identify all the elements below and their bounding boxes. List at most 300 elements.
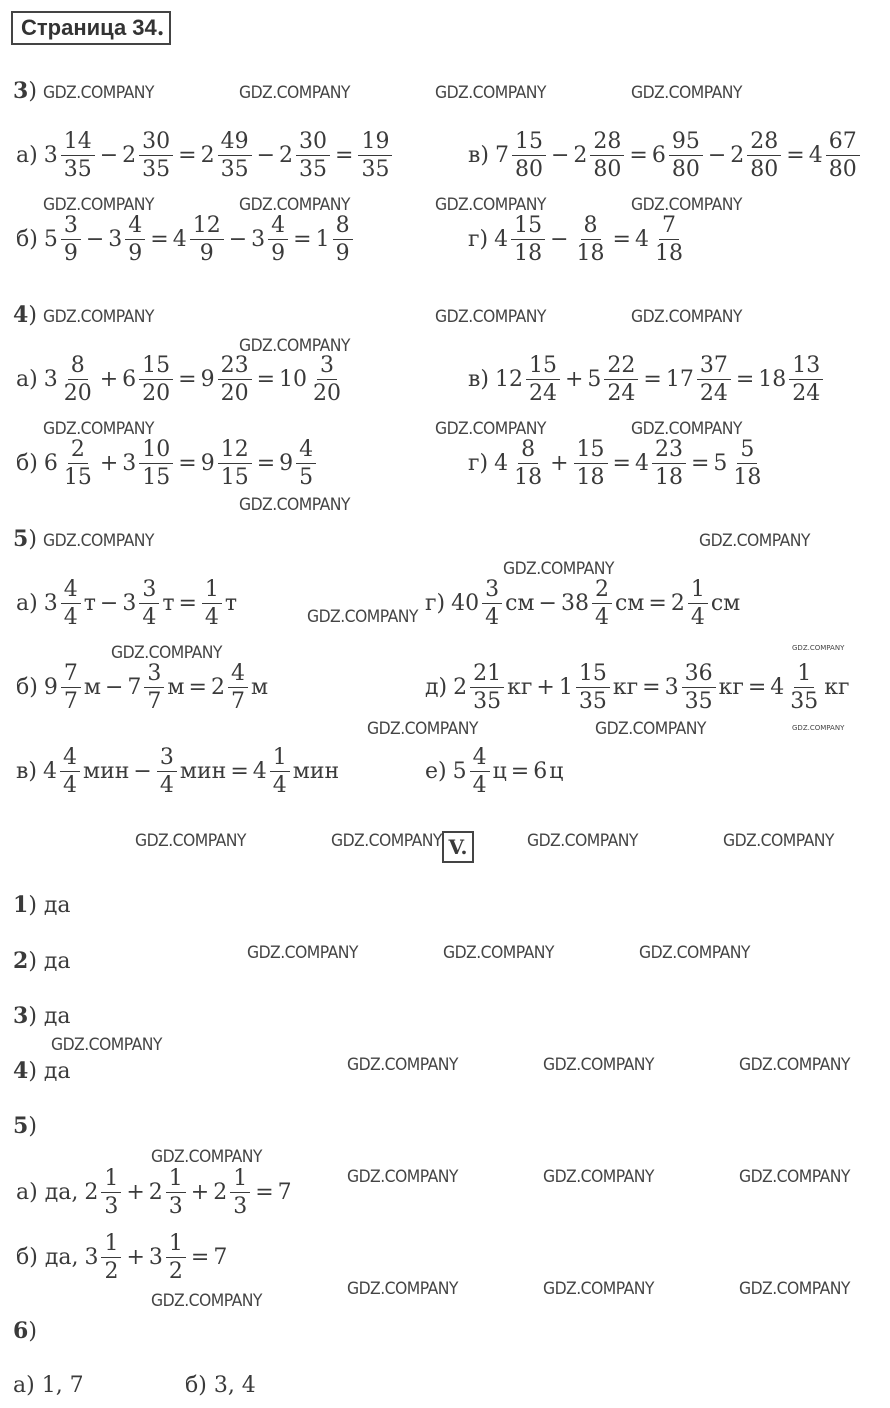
whole-number: 4 <box>42 758 57 784</box>
fraction-denominator: 7 <box>63 689 78 715</box>
watermark: GDZ.COMPANY <box>151 1147 262 1167</box>
fraction-numerator: 1 <box>230 1167 250 1193</box>
fraction-numerator: 4 <box>60 746 80 772</box>
math-operator: = <box>643 366 662 392</box>
fraction <box>590 130 624 181</box>
whole-number: 9 <box>200 366 215 392</box>
fraction <box>576 662 610 713</box>
whole-number: 9 <box>279 450 294 476</box>
math-operator: − <box>538 590 557 616</box>
math-operator: + <box>190 1179 210 1205</box>
answer-6a: а) 1, 7 <box>13 1373 84 1398</box>
fraction <box>101 1232 121 1283</box>
whole-number: 2 <box>279 142 294 168</box>
watermark: GDZ.COMPANY <box>135 831 246 851</box>
fraction <box>218 130 252 181</box>
fraction <box>139 130 173 181</box>
item-label: г) <box>425 590 446 616</box>
fraction-numerator: 12 <box>190 214 224 240</box>
whole-number: 38 <box>560 590 589 616</box>
math-operator: + <box>126 1179 145 1205</box>
fraction <box>144 662 164 713</box>
whole-number: 2 <box>670 590 685 616</box>
watermark: GDZ.COMPANY <box>239 195 350 215</box>
math-operator: − <box>99 142 119 168</box>
fraction-numerator: 4 <box>228 662 248 688</box>
fraction-numerator: 22 <box>604 354 638 380</box>
section-number: 4 <box>13 302 29 328</box>
fraction-denominator: 4 <box>159 773 174 799</box>
watermark: GDZ.COMPANY <box>331 831 442 851</box>
fraction <box>574 438 608 489</box>
whole-number: 6 <box>43 450 58 476</box>
exercise-3v <box>465 130 862 181</box>
math-operator: − <box>133 758 152 784</box>
unit-label: кг <box>507 674 533 700</box>
whole-number: 2 <box>730 142 745 168</box>
whole-number: 3 <box>43 366 58 392</box>
math-operator: − <box>228 226 248 252</box>
fraction-numerator: 3 <box>139 578 159 604</box>
whole-number: 4 <box>172 226 187 252</box>
fraction <box>61 214 81 265</box>
fraction-denominator: 80 <box>671 157 700 183</box>
whole-number: 2 <box>213 1179 228 1205</box>
math-operator: − <box>707 142 727 168</box>
whole-number: 1 <box>558 674 573 700</box>
watermark: GDZ.COMPANY <box>503 559 614 579</box>
whole-number: 18 <box>758 366 787 392</box>
unit-label: см <box>505 590 535 616</box>
fraction-numerator: 21 <box>470 662 504 688</box>
fraction <box>682 662 716 713</box>
whole-number: 4 <box>634 226 649 252</box>
watermark: GDZ.COMPANY <box>307 607 418 627</box>
whole-number: 40 <box>451 590 480 616</box>
fraction-numerator: 7 <box>659 214 679 240</box>
fraction <box>511 214 545 265</box>
answer-text: ) да <box>28 1059 71 1084</box>
fraction <box>61 130 95 181</box>
fraction-numerator: 1 <box>101 1167 121 1193</box>
fraction <box>470 662 504 713</box>
fraction-denominator: 15 <box>63 465 92 491</box>
fraction <box>61 438 95 489</box>
fraction <box>139 438 173 489</box>
unit-label: кг <box>824 674 850 700</box>
watermark: GDZ.COMPANY <box>43 419 154 439</box>
math-operator: = <box>178 590 197 616</box>
fraction-denominator: 4 <box>690 605 705 631</box>
fraction-numerator: 7 <box>61 662 81 688</box>
math-operator: = <box>747 674 767 700</box>
fraction <box>787 662 821 713</box>
fraction-numerator: 67 <box>826 130 860 156</box>
item-label: а) да, <box>16 1179 79 1205</box>
fraction <box>789 354 823 405</box>
fraction <box>228 662 248 713</box>
fraction <box>574 214 608 265</box>
whole-number: 9 <box>43 674 58 700</box>
fraction-denominator: 80 <box>593 157 622 183</box>
watermark: GDZ.COMPANY <box>543 1167 654 1187</box>
fraction-numerator: 2 <box>68 438 88 464</box>
watermark: GDZ.COMPANY <box>347 1055 458 1075</box>
fraction-denominator: 18 <box>514 465 543 491</box>
unit-label: т <box>224 590 238 616</box>
whole-number: 3 <box>251 226 266 252</box>
fraction <box>511 438 545 489</box>
fraction <box>190 214 224 265</box>
watermark: GDZ.COMPANY <box>631 83 742 103</box>
fraction-numerator: 1 <box>202 578 222 604</box>
fraction-numerator: 8 <box>333 214 353 240</box>
whole-number: 2 <box>210 674 225 700</box>
watermark: GDZ.COMPANY <box>239 83 350 103</box>
fraction-numerator: 3 <box>144 662 164 688</box>
fraction <box>826 130 860 181</box>
fraction-denominator: 7 <box>230 689 245 715</box>
fraction-numerator: 30 <box>139 130 173 156</box>
page-title <box>11 11 171 45</box>
fraction <box>652 438 686 489</box>
fraction <box>101 1167 121 1218</box>
fraction-numerator: 23 <box>218 354 252 380</box>
fraction-numerator: 15 <box>574 438 608 464</box>
watermark: GDZ.COMPANY <box>151 1291 262 1311</box>
fraction-denominator: 18 <box>576 465 605 491</box>
watermark: GDZ.COMPANY <box>792 724 845 732</box>
watermark: GDZ.COMPANY <box>239 336 350 356</box>
exercise-5d <box>422 662 851 713</box>
item-label: д) <box>425 674 448 700</box>
answer-text: ) <box>28 1319 37 1344</box>
fraction-numerator: 49 <box>218 130 252 156</box>
math-operator: = <box>256 450 276 476</box>
section-paren: ) <box>28 79 37 104</box>
fraction-denominator: 35 <box>790 689 819 715</box>
watermark: GDZ.COMPANY <box>543 1279 654 1299</box>
whole-number: 3 <box>84 1244 99 1270</box>
watermark: GDZ.COMPANY <box>239 495 350 515</box>
math-operator: = <box>255 1179 274 1205</box>
fraction-denominator: 9 <box>128 241 143 267</box>
fraction-numerator: 1 <box>166 1232 186 1258</box>
watermark: GDZ.COMPANY <box>247 943 358 963</box>
section-3-header <box>13 78 37 104</box>
fraction-denominator: 80 <box>514 157 543 183</box>
fraction-numerator: 15 <box>526 354 560 380</box>
fraction-denominator: 7 <box>147 689 162 715</box>
exercise-3a <box>13 130 394 181</box>
fraction <box>688 578 708 629</box>
math-operator: = <box>230 758 249 784</box>
answer-5 <box>13 1113 37 1139</box>
answer-number: 6 <box>13 1318 29 1344</box>
item-label: а) <box>16 590 38 616</box>
exercise-3g <box>465 214 688 265</box>
math-operator: = <box>256 366 276 392</box>
fraction-denominator: 9 <box>271 241 286 267</box>
whole-number: 7 <box>277 1179 292 1205</box>
fraction-numerator: 8 <box>518 438 538 464</box>
whole-number: 4 <box>494 226 509 252</box>
watermark: GDZ.COMPANY <box>631 307 742 327</box>
fraction-numerator: 1 <box>270 746 290 772</box>
math-operator: + <box>564 366 584 392</box>
math-operator: − <box>550 142 570 168</box>
fraction-denominator: 18 <box>654 241 683 267</box>
fraction <box>139 578 159 629</box>
whole-number: 3 <box>122 450 137 476</box>
fraction-numerator: 1 <box>101 1232 121 1258</box>
fraction-denominator: 9 <box>63 241 78 267</box>
fraction-numerator: 1 <box>166 1167 186 1193</box>
fraction-denominator: 18 <box>514 241 543 267</box>
page-title-text: Страница 34 <box>21 15 157 40</box>
fraction <box>60 746 80 797</box>
watermark: GDZ.COMPANY <box>631 419 742 439</box>
whole-number: 2 <box>573 142 588 168</box>
fraction-denominator: 20 <box>63 381 92 407</box>
fraction-numerator: 12 <box>218 438 252 464</box>
item-label: б) да, <box>16 1244 79 1270</box>
fraction-denominator: 24 <box>607 381 636 407</box>
fraction-numerator: 1 <box>688 578 708 604</box>
exercise-4a <box>13 354 346 405</box>
section-paren: ) <box>28 527 37 552</box>
whole-number: 7 <box>213 1244 228 1270</box>
fraction <box>139 354 173 405</box>
math-operator: − <box>550 226 569 252</box>
math-operator: = <box>335 142 354 168</box>
whole-number: 5 <box>43 226 58 252</box>
fraction <box>730 438 764 489</box>
fraction-denominator: 35 <box>361 157 390 183</box>
fraction-denominator: 3 <box>233 1194 248 1220</box>
math-operator: − <box>256 142 276 168</box>
fraction <box>470 746 490 797</box>
item-label: г) <box>468 450 489 476</box>
watermark: GDZ.COMPANY <box>51 1035 162 1055</box>
fraction-denominator: 20 <box>313 381 342 407</box>
fraction <box>669 130 703 181</box>
answer-6b: б) 3, 4 <box>185 1373 256 1398</box>
answer-number: 1 <box>13 892 29 918</box>
fraction-denominator: 9 <box>199 241 214 267</box>
math-operator: = <box>629 142 648 168</box>
fraction <box>512 130 546 181</box>
fraction-denominator: 15 <box>142 465 171 491</box>
section-number: 5 <box>13 526 29 552</box>
math-operator: = <box>178 450 197 476</box>
exercise-4v <box>465 354 825 405</box>
watermark: GDZ.COMPANY <box>43 307 154 327</box>
fraction-denominator: 2 <box>104 1259 119 1285</box>
fraction <box>125 214 145 265</box>
fraction-denominator: 35 <box>684 689 713 715</box>
fraction-denominator: 80 <box>750 157 779 183</box>
fraction-denominator: 4 <box>62 773 77 799</box>
fraction-numerator: 4 <box>125 214 145 240</box>
whole-number: 3 <box>43 142 58 168</box>
unit-label: кг <box>612 674 639 700</box>
watermark: GDZ.COMPANY <box>347 1167 458 1187</box>
watermark: GDZ.COMPANY <box>739 1055 850 1075</box>
watermark: GDZ.COMPANY <box>43 195 154 215</box>
whole-number: 6 <box>122 366 137 392</box>
answer-number: 3 <box>13 1003 29 1029</box>
exercise-5e <box>422 746 564 797</box>
math-operator: = <box>190 1244 210 1270</box>
page-title-dot: . <box>156 15 165 41</box>
watermark: GDZ.COMPANY <box>723 831 834 851</box>
section-number: 3 <box>13 78 29 104</box>
fraction-denominator: 24 <box>699 381 728 407</box>
fraction-denominator: 35 <box>299 157 328 183</box>
part-v-badge: V. <box>442 831 474 863</box>
math-operator: = <box>690 450 710 476</box>
whole-number: 3 <box>148 1244 163 1270</box>
watermark: GDZ.COMPANY <box>595 719 706 739</box>
fraction-numerator: 28 <box>747 130 781 156</box>
whole-number: 10 <box>279 366 308 392</box>
answer-text: ) да <box>28 949 71 974</box>
fraction <box>358 130 392 181</box>
math-operator: = <box>612 226 631 252</box>
answer-text: ) да <box>28 1004 71 1029</box>
whole-number: 17 <box>665 366 694 392</box>
unit-label: кг <box>718 674 744 700</box>
watermark: GDZ.COMPANY <box>367 719 478 739</box>
watermark: GDZ.COMPANY <box>443 943 554 963</box>
fraction-numerator: 15 <box>512 130 546 156</box>
watermark: GDZ.COMPANY <box>527 831 638 851</box>
whole-number: 6 <box>651 142 666 168</box>
unit-label: см <box>614 590 645 616</box>
fraction-denominator: 24 <box>528 381 557 407</box>
whole-number: 3 <box>108 226 123 252</box>
fraction-numerator: 3 <box>482 578 502 604</box>
watermark: GDZ.COMPANY <box>435 83 546 103</box>
fraction-denominator: 35 <box>220 157 249 183</box>
whole-number: 3 <box>43 590 58 616</box>
item-label: б) <box>16 450 38 476</box>
math-operator: = <box>178 142 197 168</box>
unit-label: т <box>162 590 175 616</box>
item-label: е) <box>425 758 447 784</box>
item-label: а) <box>16 142 38 168</box>
whole-number: 2 <box>200 142 215 168</box>
watermark: GDZ.COMPANY <box>347 1279 458 1299</box>
fraction-denominator: 3 <box>168 1194 183 1220</box>
answer-3 <box>13 1003 71 1029</box>
fraction <box>296 438 316 489</box>
watermark: GDZ.COMPANY <box>792 644 845 652</box>
math-operator: − <box>99 590 119 616</box>
math-operator: = <box>786 142 805 168</box>
whole-number: 3 <box>664 674 679 700</box>
whole-number: 5 <box>452 758 467 784</box>
item-label: б) <box>16 226 38 252</box>
fraction-denominator: 20 <box>142 381 171 407</box>
fraction-denominator: 24 <box>792 381 821 407</box>
fraction-numerator: 3 <box>317 354 337 380</box>
unit-label: ц <box>549 758 564 784</box>
fraction-numerator: 3 <box>157 746 177 772</box>
fraction-numerator: 5 <box>737 438 757 464</box>
fraction-numerator: 15 <box>511 214 545 240</box>
fraction <box>61 354 95 405</box>
fraction-denominator: 4 <box>472 773 487 799</box>
whole-number: 4 <box>808 142 823 168</box>
math-operator: = <box>150 226 169 252</box>
fraction-denominator: 18 <box>654 465 683 491</box>
unit-label: мин <box>82 758 130 784</box>
fraction-numerator: 36 <box>682 662 716 688</box>
fraction-numerator: 28 <box>590 130 624 156</box>
watermark: GDZ.COMPANY <box>43 531 154 551</box>
fraction <box>697 354 731 405</box>
exercise-5a <box>13 578 238 629</box>
whole-number: 4 <box>494 450 509 476</box>
answer-2 <box>13 948 71 974</box>
whole-number: 1 <box>315 226 330 252</box>
whole-number: 4 <box>634 450 649 476</box>
math-operator: + <box>99 450 119 476</box>
math-operator: = <box>642 674 661 700</box>
fraction <box>157 746 177 797</box>
fraction-numerator: 1 <box>794 662 814 688</box>
math-operator: − <box>85 226 105 252</box>
math-operator: + <box>536 674 555 700</box>
unit-label: см <box>710 590 741 616</box>
fraction <box>268 214 288 265</box>
math-operator: = <box>178 366 197 392</box>
watermark: GDZ.COMPANY <box>435 419 546 439</box>
fraction-numerator: 15 <box>139 354 173 380</box>
fraction-numerator: 3 <box>61 214 81 240</box>
fraction <box>61 578 81 629</box>
fraction <box>333 214 353 265</box>
fraction-numerator: 4 <box>296 438 316 464</box>
fraction-denominator: 35 <box>578 689 607 715</box>
section-5-header <box>13 526 37 552</box>
answer-4 <box>13 1058 71 1084</box>
item-label: а) <box>16 366 38 392</box>
whole-number: 7 <box>494 142 509 168</box>
watermark: GDZ.COMPANY <box>435 195 546 215</box>
math-operator: + <box>550 450 569 476</box>
whole-number: 5 <box>587 366 602 392</box>
section-4-header <box>13 302 37 328</box>
whole-number: 2 <box>148 1179 163 1205</box>
exercise-5v <box>13 746 340 797</box>
unit-label: т <box>83 590 96 616</box>
watermark: GDZ.COMPANY <box>739 1279 850 1299</box>
fraction <box>482 578 502 629</box>
whole-number: 12 <box>494 366 523 392</box>
fraction-denominator: 18 <box>576 241 605 267</box>
answer-number: 2 <box>13 948 29 974</box>
exercise-5g <box>422 578 741 629</box>
fraction-numerator: 13 <box>789 354 823 380</box>
item-label: г) <box>468 226 489 252</box>
fraction-denominator: 4 <box>204 605 219 631</box>
watermark: GDZ.COMPANY <box>111 643 222 663</box>
fraction-denominator: 35 <box>473 689 502 715</box>
unit-label: ц <box>492 758 507 784</box>
